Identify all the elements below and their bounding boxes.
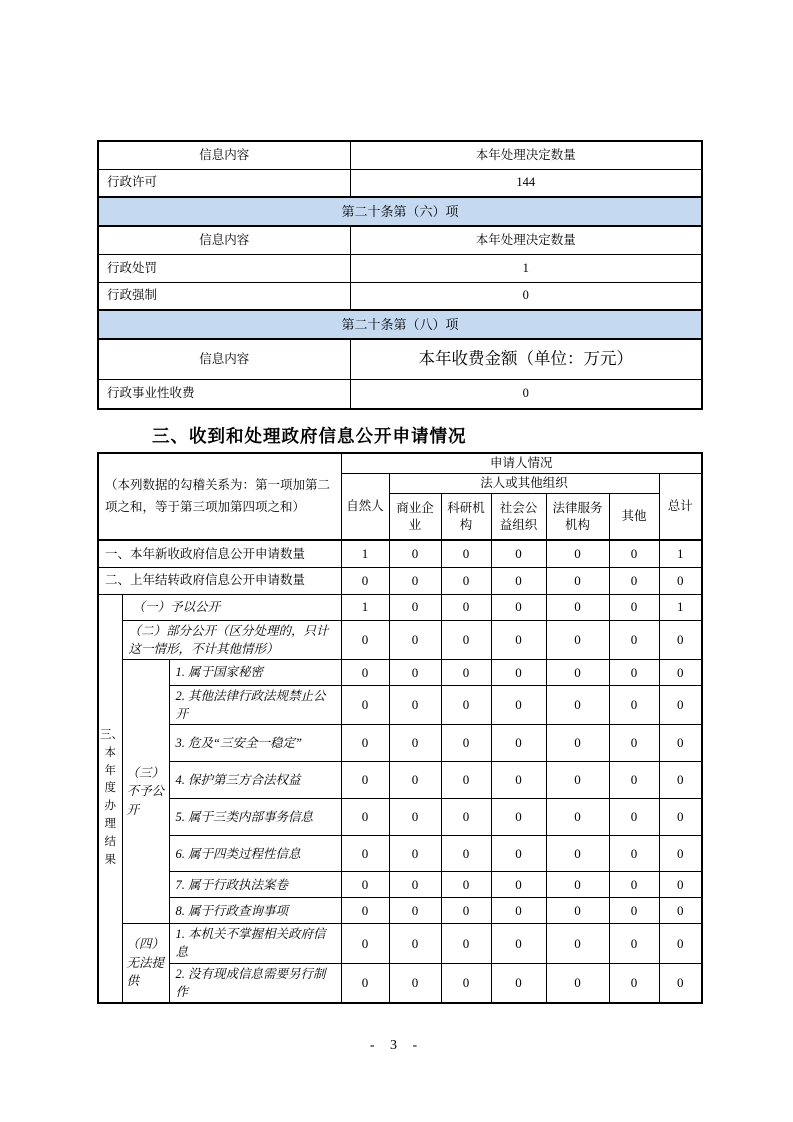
table-row: [98, 725, 702, 762]
value-cell: 0: [491, 836, 546, 872]
value-cell: 0: [491, 540, 546, 567]
value-cell: 0: [609, 594, 659, 620]
table-row: [98, 836, 702, 872]
value-cell: 0: [609, 924, 659, 963]
value-cell: 0: [441, 963, 491, 1003]
value-cell: 0: [546, 963, 609, 1003]
value-cell: 0: [609, 725, 659, 762]
table-row: [98, 620, 702, 659]
value-cell: 1: [341, 594, 389, 620]
column-header: 信息内容: [98, 226, 350, 254]
value-cell: 0: [441, 660, 491, 686]
value-cell: 0: [659, 898, 702, 924]
value-cell: 0: [341, 620, 389, 659]
value-cell: 0: [491, 660, 546, 686]
row-label: 1. 属于国家秘密: [169, 660, 341, 686]
value-cell: 0: [491, 725, 546, 762]
value-cell: 0: [609, 799, 659, 836]
value-cell: 0: [341, 762, 389, 799]
row-label: 行政强制: [98, 282, 350, 310]
article20-table: [97, 140, 703, 410]
column-header: 本年处理决定数量: [350, 141, 702, 169]
column-header: 科研机构: [441, 493, 491, 540]
value-cell: 0: [389, 963, 441, 1003]
value-cell: 0: [609, 963, 659, 1003]
value-cell: 0: [389, 660, 441, 686]
column-header: 商业企业: [389, 493, 441, 540]
value-cell: 0: [546, 872, 609, 898]
value-cell: 0: [546, 799, 609, 836]
value-cell: 1: [659, 540, 702, 567]
row-label: 5. 属于三类内部事务信息: [169, 799, 341, 836]
column-header: 信息内容: [98, 141, 350, 169]
value-cell: 0: [609, 567, 659, 594]
value-cell: 0: [546, 594, 609, 620]
column-header: 信息内容: [98, 339, 350, 379]
group-label-results: 三、本年度办理结果: [98, 594, 122, 1003]
row-label: 2. 没有现成信息需要另行制作: [169, 963, 341, 1003]
value-cell: 1: [341, 540, 389, 567]
table-row: [98, 379, 702, 409]
table-row: [98, 339, 702, 379]
value-cell: 0: [609, 660, 659, 686]
table-row: [98, 567, 702, 594]
column-header: 本年收费金额（单位：万元）: [350, 339, 702, 379]
value-cell: 0: [389, 836, 441, 872]
table-row: [98, 453, 702, 473]
value-cell: 0: [389, 594, 441, 620]
row-label: 4. 保护第三方合法权益: [169, 762, 341, 799]
table-row: [98, 594, 702, 620]
value-cell: 0: [341, 686, 389, 725]
value-cell: 0: [341, 963, 389, 1003]
value-cell: 0: [341, 924, 389, 963]
value-cell: 0: [609, 620, 659, 659]
value-cell: 0: [546, 898, 609, 924]
value-cell: 0: [341, 836, 389, 872]
value-cell: 0: [441, 924, 491, 963]
value-cell: 0: [389, 540, 441, 567]
row-label: 二、上年结转政府信息公开申请数量: [98, 567, 341, 594]
value-cell: 0: [491, 924, 546, 963]
table-row: [98, 898, 702, 924]
row-label: 2. 其他法律行政法规禁止公开: [169, 686, 341, 725]
value-cell: 0: [350, 379, 702, 409]
row-label: （二）部分公开（区分处理的，只计这一情形，不计其他情形）: [122, 620, 341, 659]
row-label: 行政事业性收费: [98, 379, 350, 409]
value-cell: 0: [491, 594, 546, 620]
value-cell: 0: [341, 872, 389, 898]
value-cell: 0: [441, 872, 491, 898]
value-cell: 0: [609, 872, 659, 898]
value-cell: 0: [546, 686, 609, 725]
value-cell: 0: [491, 799, 546, 836]
row-label: 7. 属于行政执法案卷: [169, 872, 341, 898]
value-cell: 0: [491, 963, 546, 1003]
value-cell: 0: [441, 836, 491, 872]
column-header: 社会公益组织: [491, 493, 546, 540]
value-cell: 144: [350, 169, 702, 197]
value-cell: 0: [659, 872, 702, 898]
value-cell: 0: [609, 836, 659, 872]
value-cell: 0: [546, 567, 609, 594]
column-header: 其他: [609, 493, 659, 540]
table-row: [98, 660, 702, 686]
value-cell: 0: [491, 872, 546, 898]
value-cell: 0: [659, 924, 702, 963]
value-cell: 0: [546, 660, 609, 686]
column-header: 本年处理决定数量: [350, 226, 702, 254]
value-cell: 0: [350, 282, 702, 310]
column-header: 申请人情况: [341, 453, 702, 473]
section-band: 第二十条第（八）项: [98, 310, 702, 339]
value-cell: 0: [609, 898, 659, 924]
table-row: [98, 197, 702, 226]
group-label-refused: （三）不予公开: [122, 660, 169, 924]
value-cell: 0: [609, 762, 659, 799]
table-row: [98, 282, 702, 310]
table-row: [98, 686, 702, 725]
table-row: [98, 254, 702, 282]
value-cell: 0: [546, 725, 609, 762]
column-header: 自然人: [341, 473, 389, 540]
value-cell: 0: [659, 567, 702, 594]
value-cell: 0: [546, 620, 609, 659]
value-cell: 0: [546, 836, 609, 872]
value-cell: 0: [546, 762, 609, 799]
value-cell: 0: [441, 725, 491, 762]
value-cell: 0: [389, 898, 441, 924]
value-cell: 0: [491, 620, 546, 659]
column-header: 总计: [659, 473, 702, 540]
value-cell: 0: [389, 924, 441, 963]
value-cell: 0: [389, 762, 441, 799]
value-cell: 0: [441, 567, 491, 594]
value-cell: 0: [389, 620, 441, 659]
value-cell: 0: [441, 540, 491, 567]
row-label: 3. 危及“三安全一稳定”: [169, 725, 341, 762]
article20-table-wrapper: [97, 140, 703, 410]
value-cell: 0: [389, 686, 441, 725]
row-label: 一、本年新收政府信息公开申请数量: [98, 540, 341, 567]
row-label: 1. 本机关不掌握相关政府信息: [169, 924, 341, 963]
table-row: [98, 762, 702, 799]
reconciliation-note: （本列数据的勾稽关系为：第一项加第二项之和，等于第三项加第四项之和）: [98, 453, 341, 540]
table-row: [98, 169, 702, 197]
value-cell: 0: [659, 799, 702, 836]
value-cell: 1: [659, 594, 702, 620]
table-row: [98, 226, 702, 254]
section-band: 第二十条第（六）项: [98, 197, 702, 226]
value-cell: 0: [659, 660, 702, 686]
value-cell: 0: [659, 725, 702, 762]
column-header: 法律服务机构: [546, 493, 609, 540]
table-row: [98, 799, 702, 836]
value-cell: 0: [659, 963, 702, 1003]
value-cell: 0: [546, 540, 609, 567]
value-cell: 0: [441, 898, 491, 924]
table-row: [98, 540, 702, 567]
value-cell: 0: [659, 686, 702, 725]
group-label-unable: （四）无法提供: [122, 924, 169, 1003]
value-cell: 0: [341, 567, 389, 594]
value-cell: 0: [389, 567, 441, 594]
value-cell: 0: [389, 799, 441, 836]
page-number: - 3 -: [369, 1038, 424, 1053]
table-row: [98, 872, 702, 898]
table-row: [98, 963, 702, 1003]
value-cell: 0: [441, 594, 491, 620]
value-cell: 0: [441, 686, 491, 725]
value-cell: 0: [389, 725, 441, 762]
value-cell: 0: [609, 540, 659, 567]
table-row: [98, 924, 702, 963]
row-label: 行政许可: [98, 169, 350, 197]
row-label: 8. 属于行政查询事项: [169, 898, 341, 924]
value-cell: 0: [441, 620, 491, 659]
column-header: 法人或其他组织: [389, 473, 659, 493]
value-cell: 0: [389, 872, 441, 898]
row-label: 行政处罚: [98, 254, 350, 282]
request-table: [97, 452, 703, 1004]
section-title: 三、收到和处理政府信息公开申请情况: [152, 426, 467, 446]
value-cell: 0: [341, 799, 389, 836]
row-label: 6. 属于四类过程性信息: [169, 836, 341, 872]
value-cell: 0: [441, 799, 491, 836]
value-cell: 0: [491, 686, 546, 725]
value-cell: 0: [491, 898, 546, 924]
value-cell: 1: [350, 254, 702, 282]
value-cell: 0: [491, 567, 546, 594]
value-cell: 0: [341, 660, 389, 686]
value-cell: 0: [341, 725, 389, 762]
value-cell: 0: [659, 836, 702, 872]
table-row: [98, 310, 702, 339]
value-cell: 0: [659, 620, 702, 659]
value-cell: 0: [341, 898, 389, 924]
value-cell: 0: [609, 686, 659, 725]
row-label: （一）予以公开: [122, 594, 341, 620]
value-cell: 0: [659, 762, 702, 799]
value-cell: 0: [441, 762, 491, 799]
table-row: [98, 141, 702, 169]
value-cell: 0: [546, 924, 609, 963]
request-table-wrapper: [97, 452, 703, 1004]
value-cell: 0: [491, 762, 546, 799]
